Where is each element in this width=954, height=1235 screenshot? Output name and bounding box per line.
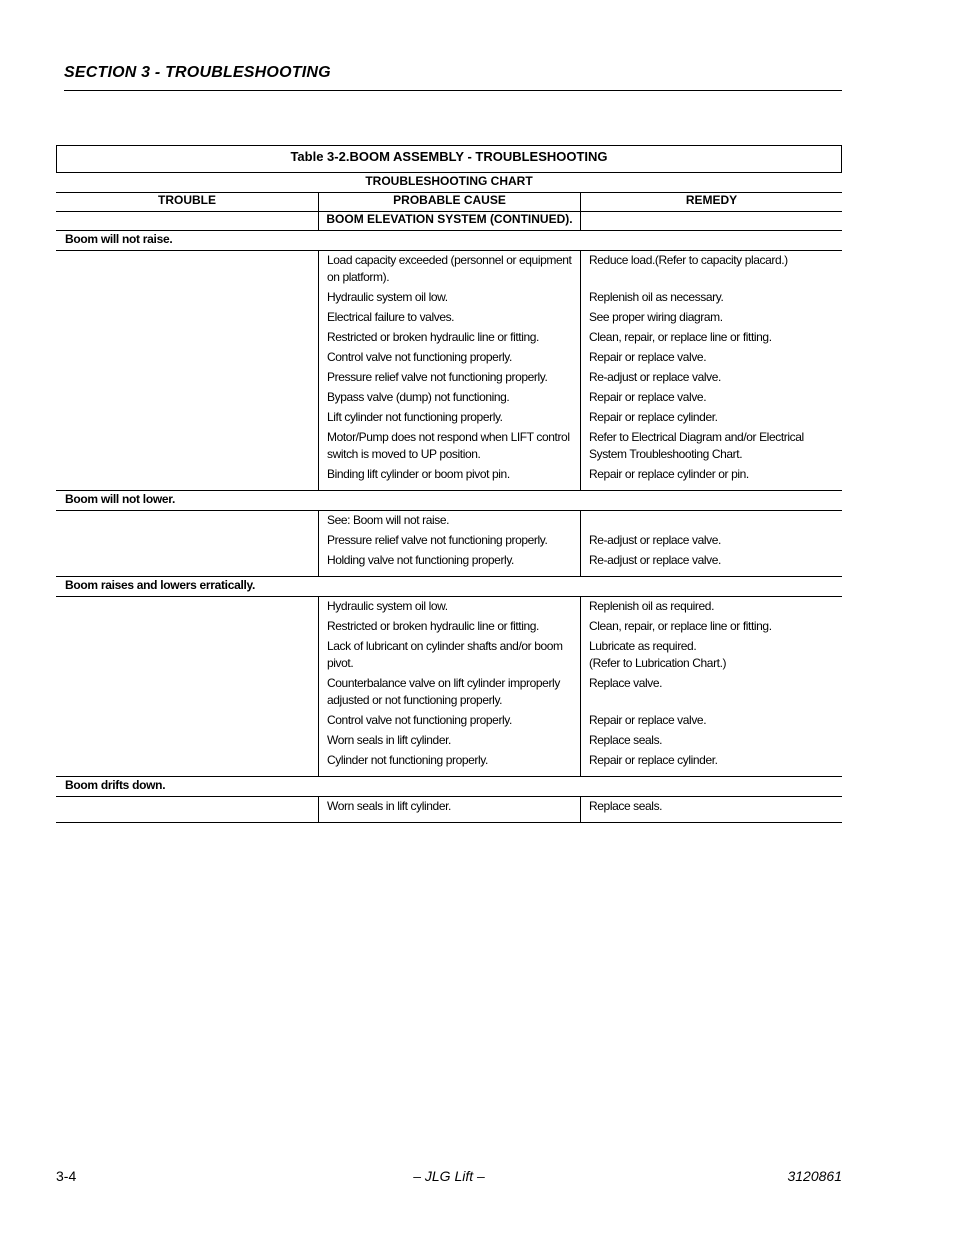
cause-column: [318, 797, 580, 822]
remedy-item: See proper wiring diagram.: [589, 310, 723, 324]
cause-item: Control valve not functioning properly.: [327, 713, 512, 727]
trouble-block: [56, 797, 842, 823]
table-caption: Table 3-2.BOOM ASSEMBLY - TROUBLESHOOTING: [56, 145, 842, 173]
cause-item: Pressure relief valve not functioning properly.: [327, 370, 548, 384]
cause-item: Lack of lubricant on cylinder shafts and/or boom pivot.: [327, 639, 563, 670]
cause-item: Worn seals in lift cylinder.: [327, 799, 451, 813]
cause-item: Control valve not functioning properly.: [327, 350, 512, 364]
cause-item: Motor/Pump does not respond when LIFT control switch is moved to UP position.: [327, 430, 570, 461]
column-header-trouble: TROUBLE: [158, 193, 216, 207]
cause-column: [318, 511, 580, 576]
table-subtitle: TROUBLESHOOTING CHART: [56, 173, 842, 193]
cause-item: Holding valve not functioning properly.: [327, 553, 514, 567]
remedy-item: Repair or replace cylinder or pin.: [589, 467, 749, 481]
column-header-cause: PROBABLE CAUSE: [318, 193, 580, 211]
trouble-block: [56, 251, 842, 491]
remedy-item: Repair or replace valve.: [589, 713, 707, 727]
cause-item: Worn seals in lift cylinder.: [327, 733, 451, 747]
remedy-item: Replace seals.: [589, 799, 663, 813]
remedy-item: Reduce load.(Refer to capacity placard.): [589, 253, 788, 267]
column-headers: [56, 193, 842, 212]
cause-item: Bypass valve (dump) not functioning.: [327, 390, 510, 404]
remedy-item: Repair or replace valve.: [589, 350, 707, 364]
remedy-item: Repair or replace cylinder.: [589, 753, 718, 767]
trouble-label: Boom drifts down.: [56, 777, 842, 797]
remedy-item: Replace seals.: [589, 733, 663, 747]
footer-brand: – JLG Lift –: [413, 1168, 485, 1184]
remedy-column: [580, 251, 842, 490]
trouble-block: [56, 597, 842, 777]
trouble-label: Boom will not lower.: [56, 491, 842, 511]
cause-item: Load capacity exceeded (personnel or equipment on platform).: [327, 253, 572, 284]
remedy-item: Replace valve.: [589, 676, 663, 690]
page-footer: [56, 1168, 842, 1188]
group-title: BOOM ELEVATION SYSTEM (CONTINUED).: [318, 212, 580, 230]
page-header: [64, 64, 842, 91]
remedy-column: [580, 511, 842, 576]
remedy-column: [580, 597, 842, 776]
remedy-item: [589, 512, 842, 529]
page-number: 3-4: [56, 1168, 77, 1184]
remedy-item: Clean, repair, or replace line or fitting.: [589, 619, 772, 633]
cause-item: Counterbalance valve on lift cylinder improperly adjusted or not functioning properly.: [327, 676, 560, 707]
cause-column: [318, 597, 580, 776]
cause-item: Hydraulic system oil low.: [327, 599, 448, 613]
cause-item: See: Boom will not raise.: [327, 513, 450, 527]
column-header-remedy: REMEDY: [580, 193, 842, 211]
remedy-column: [580, 797, 842, 822]
remedy-item: Repair or replace valve.: [589, 390, 707, 404]
cause-item: Cylinder not functioning properly.: [327, 753, 488, 767]
trouble-sections: [56, 231, 842, 823]
cause-item: Pressure relief valve not functioning properly.: [327, 533, 548, 547]
remedy-item: Re-adjust or replace valve.: [589, 553, 721, 567]
cause-item: Hydraulic system oil low.: [327, 290, 448, 304]
remedy-item: Re-adjust or replace valve.: [589, 370, 721, 384]
remedy-item: Re-adjust or replace valve.: [589, 533, 721, 547]
remedy-item: Refer to Electrical Diagram and/or Electrical System Troubleshooting Chart.: [589, 430, 804, 461]
cause-column: [318, 251, 580, 490]
troubleshooting-table: [56, 145, 842, 823]
cause-item: Lift cylinder not functioning properly.: [327, 410, 503, 424]
group-row: [56, 212, 842, 231]
cause-item: Binding lift cylinder or boom pivot pin.: [327, 467, 510, 481]
trouble-label: Boom will not raise.: [56, 231, 842, 251]
cause-item: Electrical failure to valves.: [327, 310, 455, 324]
remedy-item: Replenish oil as necessary.: [589, 290, 724, 304]
cause-item: Restricted or broken hydraulic line or fitting.: [327, 330, 539, 344]
trouble-label: Boom raises and lowers erratically.: [56, 577, 842, 597]
document-number: 3120861: [787, 1168, 842, 1184]
cause-item: Restricted or broken hydraulic line or fitting.: [327, 619, 539, 633]
remedy-item: Clean, repair, or replace line or fitting.: [589, 330, 772, 344]
remedy-item: Replenish oil as required.: [589, 599, 715, 613]
remedy-item: Lubricate as required. (Refer to Lubrication Chart.): [589, 639, 727, 670]
remedy-item: Repair or replace cylinder.: [589, 410, 718, 424]
trouble-block: [56, 511, 842, 577]
section-title: SECTION 3 - TROUBLESHOOTING: [64, 64, 331, 81]
